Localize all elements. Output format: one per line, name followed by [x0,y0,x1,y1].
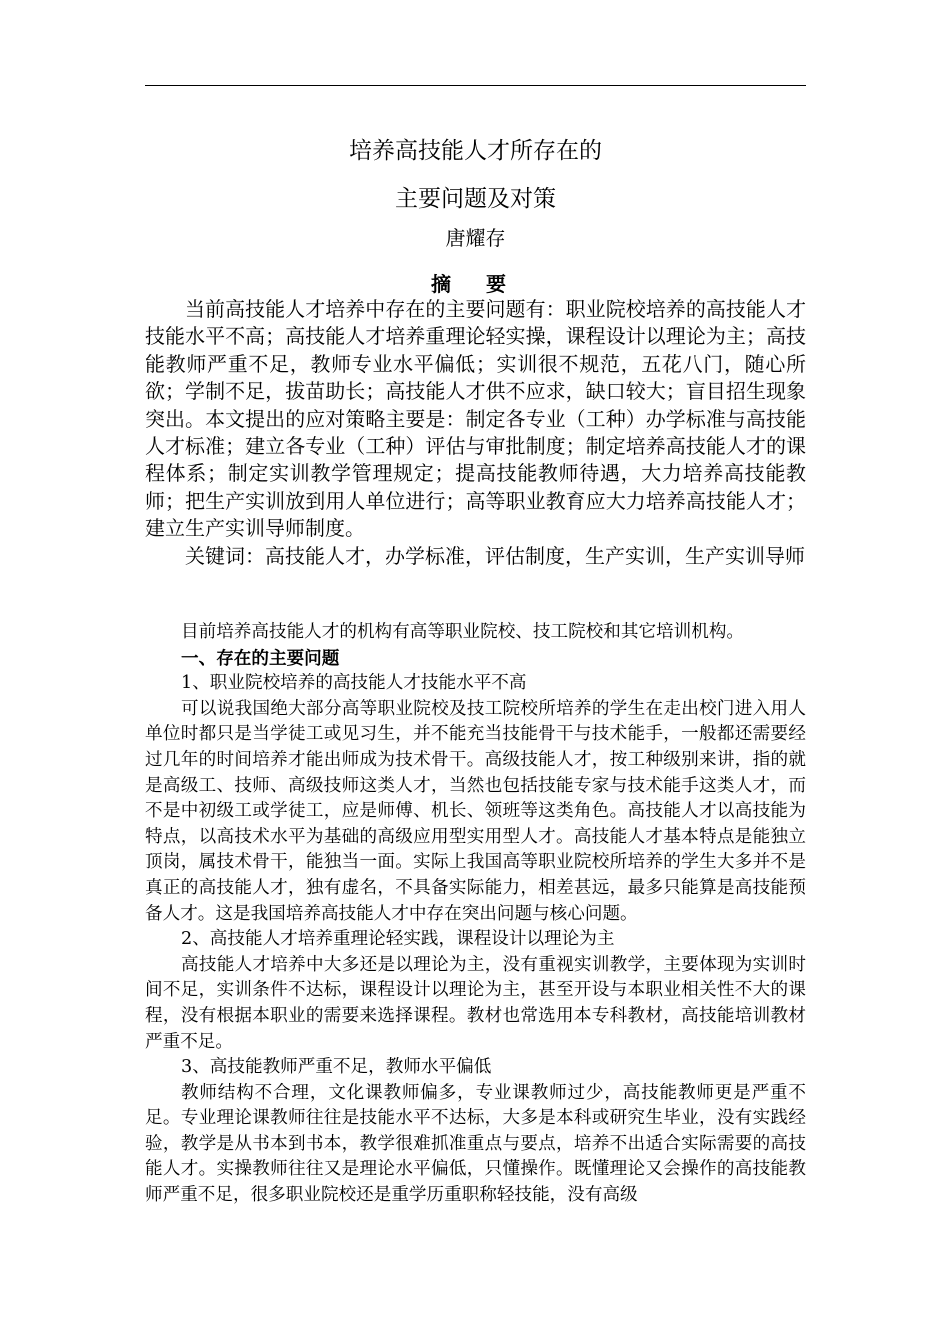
subsection-heading: 3、高技能教师严重不足，教师水平偏低 [181,1057,492,1078]
title-line-2: 主要问题及对策 [395,186,556,212]
body-text [145,620,806,1209]
title-line-1: 培养高技能人才所存在的 [349,138,602,164]
keywords: 关键词：高技能人才，办学标准，评估制度，生产实训，生产实训导师 [185,543,805,568]
abstract-heading: 摘 要 [431,272,520,296]
paragraph: 可以说我国绝大部分高等职业院校及技工院校所培养的学生在走出校门进入用人单位时都只是当学徒工或见习生，并不能充当技能骨干与技术能手，一般都还需要经过几年的时间培养才能出师成为技术骨干。高级技能人才，按工种级别来讲，指的就是高级工、技师、高级技师这类人才，当然也包括技能专家与技术能手这类人才，而不是中初级工或学徒工，应是师傅、机长、领班等这类角色。高技能人才以高技能为特点，以高技术水平为基础的高级应用型实用型人才。高技能人才基本特点是能独立顶岗，属技术骨干，能独当一面。实际上我国高等职业院校所培养的学生大多并不是真正的高技能人才，独有虚名，不具备实际能力，相差甚远，最多只能算是高技能预备人才。这是我国培养高技能人才中存在突出问题与核心问题。 [145,698,806,924]
paragraph: 目前培养高技能人才的机构有高等职业院校、技工院校和其它培训机构。 [181,622,745,642]
author: 唐耀存 [445,226,506,250]
header-rule [145,85,806,86]
abstract-text: 当前高技能人才培养中存在的主要问题有：职业院校培养的高技能人才技能水平不高；高技能人才培养重理论轻实操，课程设计以理论为主；高技能教师严重不足，教师专业水平偏低；实训很不规范，五花八门，随心所欲；学制不足，拔苗助长；高技能人才供不应求，缺口较大；盲目招生现象突出。本文提出的应对策略主要是：制定各专业（工种）办学标准与高技能人才标准；建立各专业（工种）评估与审批制度；制定培养高技能人才的课程体系；制定实训教学管理规定；提高技能教师待遇，大力培养高技能教师；把生产实训放到用人单位进行；高等职业教育应大力培养高技能人才；建立生产实训导师制度。 [145,297,806,541]
subsection-heading: 2、高技能人才培养重理论轻实践，课程设计以理论为主 [181,929,615,950]
subsection-heading: 1、职业院校培养的高技能人才技能水平不高 [181,673,527,694]
paragraph: 高技能人才培养中大多还是以理论为主，没有重视实训教学，主要体现为实训时间不足，实训条件不达标，课程设计以理论为主，甚至开设与本职业相关性不大的课程，没有根据本职业的需要来选择课程。教材也常选用本专科教材，高技能培训教材严重不足。 [145,954,806,1052]
section-heading: 一、存在的主要问题 [181,647,340,669]
abstract [145,296,806,570]
paragraph: 教师结构不合理，文化课教师偏多，专业课教师过少，高技能教师更是严重不足。专业理论课教师往往是技能水平不达标，大多是本科或研究生毕业，没有实践经验，教学是从书本到书本，教学很难抓准重点与要点，培养不出适合实际需要的高技能人才。实操教师往往又是理论水平偏低，只懂操作。既懂理论又会操作的高技能教师严重不足，很多职业院校还是重学历重职称轻技能，没有高级 [145,1082,806,1206]
